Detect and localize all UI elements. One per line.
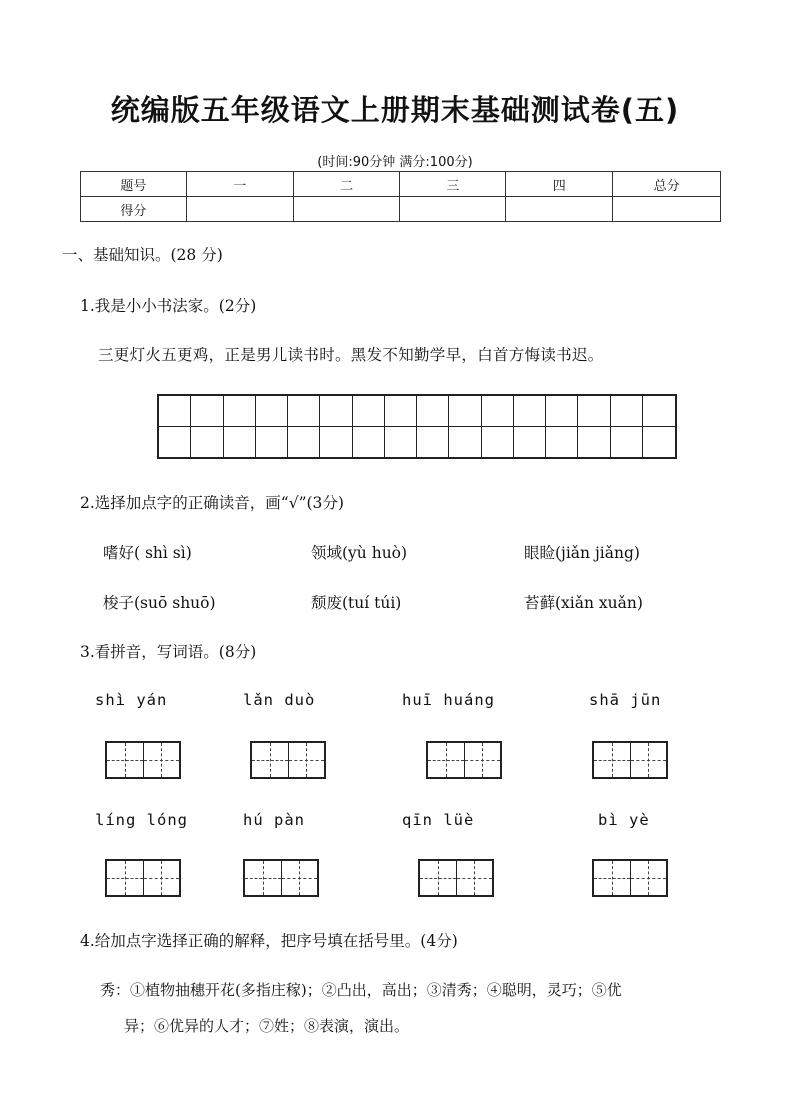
score-header-cell: 一 [186,172,293,197]
score-header-cell: 题号 [81,172,187,197]
pinyin-label: qīn lüè [402,811,475,829]
reading-option[interactable]: 苔藓(xiǎn xuǎn) [524,594,643,612]
tianzige-answer-box[interactable] [592,859,668,897]
score-table-row [81,197,721,222]
score-header-cell: 总分 [613,172,721,197]
poem-text: 三更灯火五更鸡，正是男儿读书时。黑发不知勤学早，白首方悔读书迟。 [98,346,604,364]
score-cell[interactable] [613,197,721,222]
pinyin-label: hú pàn [243,811,305,829]
score-table-header-row [81,172,721,197]
question-title: 4.给加点字选择正确的解释，把序号填在括号里。(4分) [80,932,458,950]
pinyin-label: shā jūn [589,691,662,709]
score-header-cell: 三 [400,172,506,197]
score-cell[interactable] [293,197,400,222]
tianzige-answer-box[interactable] [592,741,668,779]
question-title: 3.看拼音，写词语。(8分) [80,643,257,661]
tianzige-answer-box[interactable] [243,859,319,897]
question-title: 1.我是小小书法家。(2分) [80,297,257,315]
pinyin-label: líng lóng [95,811,188,829]
score-cell[interactable] [186,197,293,222]
reading-option[interactable]: 眼睑(jiǎn jiǎng) [524,544,640,562]
tianzige-answer-box[interactable] [250,741,326,779]
tianzige-answer-box[interactable] [426,741,502,779]
pinyin-label: huī huáng [402,691,495,709]
reading-option[interactable]: 领域(yù huò) [311,544,408,562]
pinyin-label: bì yè [598,811,650,829]
exam-info: (时间:90分钟 满分:100分) [317,155,473,170]
score-table [80,171,721,222]
tianzige-answer-box[interactable] [418,859,494,897]
page-title: 统编版五年级语文上册期末基础测试卷(五) [110,93,680,127]
score-header-cell: 二 [293,172,400,197]
pinyin-label: shì yán [95,691,168,709]
score-row-label: 得分 [81,197,187,222]
reading-option[interactable]: 嗜好( shì sì) [103,544,192,562]
tianzige-answer-box[interactable] [105,741,181,779]
definition-line: 异；⑥优异的人才；⑦姓；⑧表演，演出。 [124,1017,410,1035]
reading-option[interactable]: 颓废(tuí túi) [311,594,402,612]
pinyin-label: lǎn duò [243,691,316,709]
question-title: 2.选择加点字的正确读音，画“√”(3分) [80,494,344,512]
score-header-cell: 四 [506,172,613,197]
definition-line: 秀：①植物抽穗开花(多指庄稼)；②凸出，高出；③清秀；④聪明，灵巧；⑤优 [100,981,622,999]
calligraphy-grid[interactable] [157,394,677,459]
section-heading: 一、基础知识。(28 分) [62,246,223,264]
score-cell[interactable] [506,197,613,222]
reading-option[interactable]: 梭子(suō shuō) [103,594,216,612]
score-cell[interactable] [400,197,506,222]
tianzige-answer-box[interactable] [105,859,181,897]
